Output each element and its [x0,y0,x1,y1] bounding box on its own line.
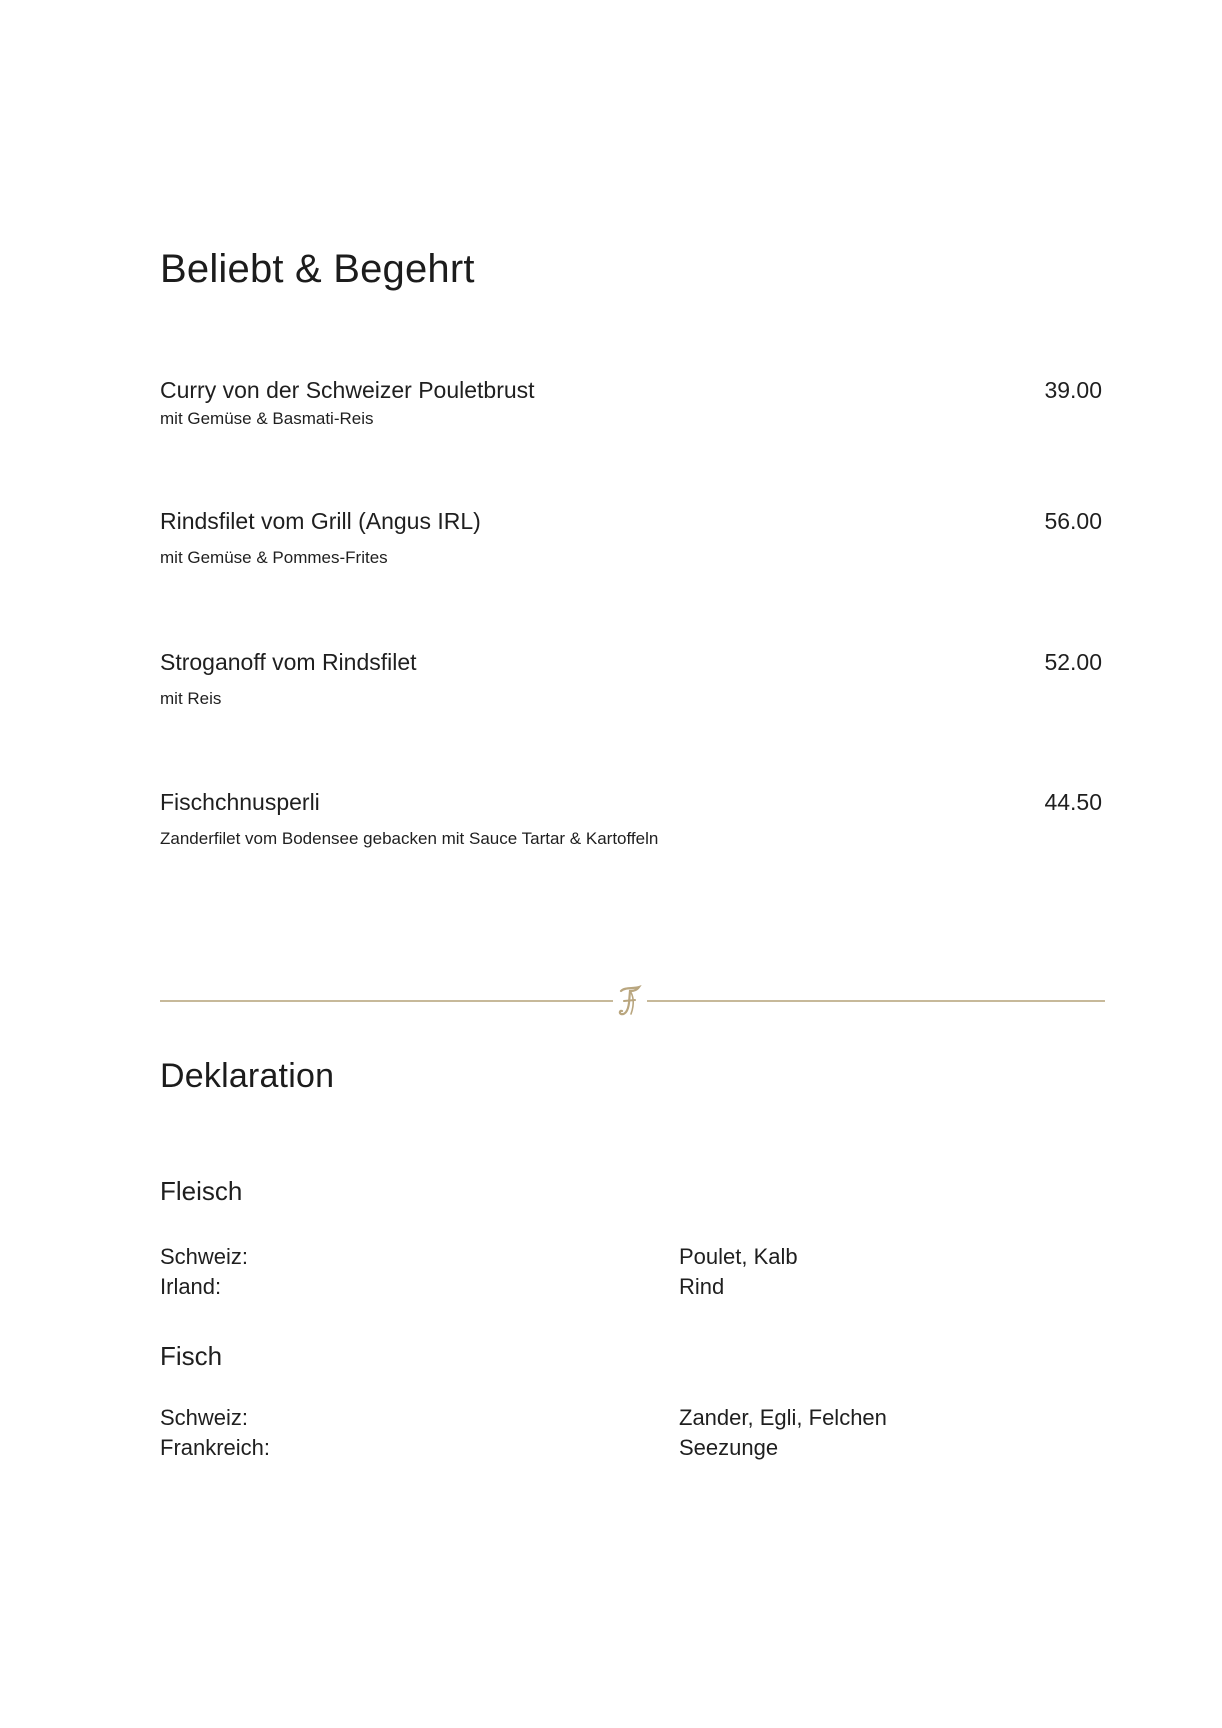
menu-item-description: mit Reis [160,689,222,708]
menu-item-price: 39.00 [1044,377,1102,403]
declaration-value: Rind [679,1274,725,1299]
section-title-deklaration: Deklaration [160,1057,335,1095]
declaration-country: Schweiz: [160,1244,249,1269]
menu-item-name: Stroganoff vom Rindsfilet [160,649,417,675]
declaration-heading-fisch: Fisch [160,1341,223,1371]
declaration-country: Schweiz: [160,1405,249,1430]
menu-item-name: Rindsfilet vom Grill (Angus IRL) [160,508,481,534]
declaration-value: Zander, Egli, Felchen [679,1405,887,1430]
menu-item-price: 52.00 [1044,649,1102,675]
menu-item-description: mit Gemüse & Pommes-Frites [160,548,388,567]
section-title-beliebt: Beliebt & Begehrt [160,247,475,291]
declaration-value: Seezunge [679,1435,779,1460]
declaration-row [160,1274,1105,1304]
menu-item-name: Fischchnusperli [160,789,320,815]
declaration-country: Irland: [160,1274,222,1299]
section-divider [160,981,1105,1021]
divider-line-left [160,1000,613,1002]
menu-item-price: 56.00 [1044,508,1102,534]
menu-item-description: Zanderfilet vom Bodensee gebacken mit Sauce Tartar & Kartoffeln [160,829,659,848]
menu-item-price: 44.50 [1044,789,1102,815]
declaration-row [160,1244,1105,1274]
declaration-heading-fleisch: Fleisch [160,1176,243,1206]
monogram-f-icon [613,981,647,1021]
divider-line-right [647,1000,1105,1002]
menu-item-description: mit Gemüse & Basmati-Reis [160,409,374,428]
declaration-value: Poulet, Kalb [679,1244,798,1269]
menu-item-name: Curry von der Schweizer Pouletbrust [160,377,535,403]
menu-page [160,0,1105,1728]
declaration-country: Frankreich: [160,1435,271,1460]
declaration-row [160,1405,1105,1435]
declaration-row [160,1435,1105,1465]
